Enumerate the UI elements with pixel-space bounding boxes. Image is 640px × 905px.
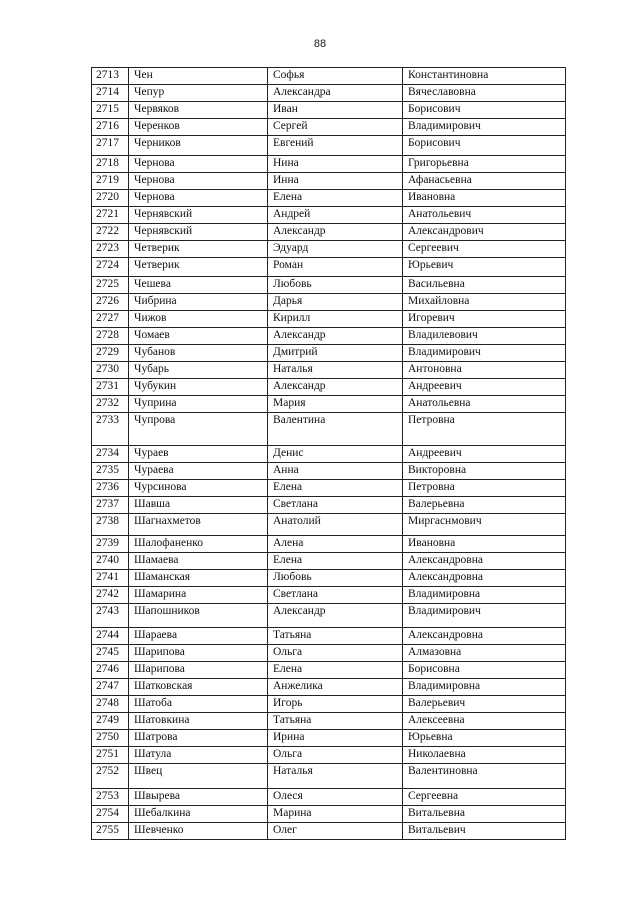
table-row bbox=[92, 173, 566, 190]
cell-number: 2755 bbox=[92, 823, 129, 840]
table-row bbox=[92, 645, 566, 662]
cell-patronymic: Алексеевна bbox=[403, 713, 566, 730]
table-row bbox=[92, 311, 566, 328]
cell-first-name: Эдуард bbox=[268, 241, 403, 258]
cell-patronymic: Александровна bbox=[403, 553, 566, 570]
roster-body bbox=[92, 68, 566, 840]
cell-first-name: Наталья bbox=[268, 362, 403, 379]
cell-last-name: Чернявский bbox=[129, 207, 268, 224]
cell-number: 2717 bbox=[92, 136, 129, 156]
cell-number: 2742 bbox=[92, 587, 129, 604]
table-row bbox=[92, 328, 566, 345]
cell-last-name: Чешева bbox=[129, 277, 268, 294]
cell-first-name: Александр bbox=[268, 224, 403, 241]
cell-patronymic: Владимирович bbox=[403, 119, 566, 136]
cell-last-name: Шебалкина bbox=[129, 806, 268, 823]
table-row bbox=[92, 294, 566, 311]
cell-last-name: Шамарина bbox=[129, 587, 268, 604]
cell-patronymic: Михайловна bbox=[403, 294, 566, 311]
cell-number: 2734 bbox=[92, 446, 129, 463]
page-number: 88 bbox=[313, 38, 327, 50]
cell-last-name: Шарипова bbox=[129, 645, 268, 662]
cell-patronymic: Алмазовна bbox=[403, 645, 566, 662]
table-row bbox=[92, 514, 566, 536]
cell-last-name: Чен bbox=[129, 68, 268, 85]
cell-first-name: Мария bbox=[268, 396, 403, 413]
cell-patronymic: Анатольевич bbox=[403, 207, 566, 224]
cell-patronymic: Сергеевна bbox=[403, 789, 566, 806]
cell-number: 2724 bbox=[92, 258, 129, 277]
table-row bbox=[92, 823, 566, 840]
cell-number: 2722 bbox=[92, 224, 129, 241]
cell-number: 2747 bbox=[92, 679, 129, 696]
cell-number: 2739 bbox=[92, 536, 129, 553]
table-row bbox=[92, 258, 566, 277]
table-row bbox=[92, 345, 566, 362]
cell-patronymic: Николаевна bbox=[403, 747, 566, 764]
table-row bbox=[92, 85, 566, 102]
cell-patronymic: Владимировна bbox=[403, 587, 566, 604]
cell-first-name: Татьяна bbox=[268, 713, 403, 730]
cell-first-name: Любовь bbox=[268, 277, 403, 294]
cell-first-name: Александра bbox=[268, 85, 403, 102]
cell-last-name: Чубукин bbox=[129, 379, 268, 396]
cell-number: 2725 bbox=[92, 277, 129, 294]
cell-patronymic: Миргаснмович bbox=[403, 514, 566, 536]
cell-patronymic: Константиновна bbox=[403, 68, 566, 85]
cell-last-name: Чернова bbox=[129, 173, 268, 190]
cell-first-name: Александр bbox=[268, 328, 403, 345]
cell-number: 2728 bbox=[92, 328, 129, 345]
cell-first-name: Денис bbox=[268, 446, 403, 463]
cell-patronymic: Антоновна bbox=[403, 362, 566, 379]
cell-patronymic: Викторовна bbox=[403, 463, 566, 480]
cell-patronymic: Сергеевич bbox=[403, 241, 566, 258]
table-row bbox=[92, 446, 566, 463]
cell-number: 2718 bbox=[92, 156, 129, 173]
cell-last-name: Чепур bbox=[129, 85, 268, 102]
cell-first-name: Дмитрий bbox=[268, 345, 403, 362]
cell-last-name: Чернова bbox=[129, 190, 268, 207]
cell-patronymic: Витальевна bbox=[403, 806, 566, 823]
cell-first-name: Александр bbox=[268, 604, 403, 628]
cell-last-name: Чубарь bbox=[129, 362, 268, 379]
cell-first-name: Алена bbox=[268, 536, 403, 553]
cell-first-name: Софья bbox=[268, 68, 403, 85]
cell-first-name: Анатолий bbox=[268, 514, 403, 536]
cell-patronymic: Владимировна bbox=[403, 679, 566, 696]
cell-number: 2741 bbox=[92, 570, 129, 587]
cell-last-name: Шатрова bbox=[129, 730, 268, 747]
cell-patronymic: Игоревич bbox=[403, 311, 566, 328]
cell-patronymic: Валерьевич bbox=[403, 696, 566, 713]
cell-last-name: Черников bbox=[129, 136, 268, 156]
cell-last-name: Шарипова bbox=[129, 662, 268, 679]
cell-last-name: Червяков bbox=[129, 102, 268, 119]
table-row bbox=[92, 136, 566, 156]
cell-patronymic: Ивановна bbox=[403, 536, 566, 553]
cell-number: 2748 bbox=[92, 696, 129, 713]
table-row bbox=[92, 713, 566, 730]
table-row bbox=[92, 747, 566, 764]
cell-first-name: Нина bbox=[268, 156, 403, 173]
cell-number: 2730 bbox=[92, 362, 129, 379]
cell-last-name: Чибрина bbox=[129, 294, 268, 311]
cell-first-name: Александр bbox=[268, 379, 403, 396]
cell-first-name: Анжелика bbox=[268, 679, 403, 696]
cell-number: 2753 bbox=[92, 789, 129, 806]
cell-number: 2713 bbox=[92, 68, 129, 85]
cell-patronymic: Вячеславовна bbox=[403, 85, 566, 102]
cell-first-name: Ольга bbox=[268, 747, 403, 764]
table-row bbox=[92, 463, 566, 480]
cell-patronymic: Юрьевна bbox=[403, 730, 566, 747]
cell-first-name: Игорь bbox=[268, 696, 403, 713]
table-row bbox=[92, 536, 566, 553]
cell-number: 2749 bbox=[92, 713, 129, 730]
table-row bbox=[92, 789, 566, 806]
cell-last-name: Шапошников bbox=[129, 604, 268, 628]
cell-number: 2716 bbox=[92, 119, 129, 136]
table-row bbox=[92, 224, 566, 241]
table-row bbox=[92, 362, 566, 379]
table-row bbox=[92, 119, 566, 136]
cell-first-name: Ирина bbox=[268, 730, 403, 747]
cell-number: 2743 bbox=[92, 604, 129, 628]
cell-patronymic: Григорьевна bbox=[403, 156, 566, 173]
cell-first-name: Ольга bbox=[268, 645, 403, 662]
cell-first-name: Светлана bbox=[268, 497, 403, 514]
table-row bbox=[92, 207, 566, 224]
table-row bbox=[92, 497, 566, 514]
roster-table bbox=[91, 67, 566, 840]
cell-patronymic: Борисович bbox=[403, 102, 566, 119]
cell-patronymic: Васильевна bbox=[403, 277, 566, 294]
cell-last-name: Шамаева bbox=[129, 553, 268, 570]
table-row bbox=[92, 480, 566, 497]
table-row bbox=[92, 696, 566, 713]
cell-last-name: Чуприна bbox=[129, 396, 268, 413]
table-row bbox=[92, 68, 566, 85]
cell-first-name: Анна bbox=[268, 463, 403, 480]
table-row bbox=[92, 730, 566, 747]
cell-last-name: Чомаев bbox=[129, 328, 268, 345]
table-row bbox=[92, 679, 566, 696]
cell-first-name: Елена bbox=[268, 662, 403, 679]
cell-patronymic: Петровна bbox=[403, 413, 566, 446]
cell-number: 2754 bbox=[92, 806, 129, 823]
cell-patronymic: Валерьевна bbox=[403, 497, 566, 514]
cell-number: 2744 bbox=[92, 628, 129, 645]
cell-patronymic: Борисовна bbox=[403, 662, 566, 679]
cell-last-name: Чернявский bbox=[129, 224, 268, 241]
cell-first-name: Олеся bbox=[268, 789, 403, 806]
cell-last-name: Шавша bbox=[129, 497, 268, 514]
cell-patronymic: Юрьевич bbox=[403, 258, 566, 277]
cell-first-name: Наталья bbox=[268, 764, 403, 789]
table-row bbox=[92, 570, 566, 587]
table-row bbox=[92, 379, 566, 396]
table-row bbox=[92, 662, 566, 679]
cell-last-name: Чубанов bbox=[129, 345, 268, 362]
cell-last-name: Шевченко bbox=[129, 823, 268, 840]
cell-last-name: Шалофаненко bbox=[129, 536, 268, 553]
table-row bbox=[92, 764, 566, 789]
cell-number: 2745 bbox=[92, 645, 129, 662]
cell-last-name: Четверик bbox=[129, 241, 268, 258]
cell-number: 2721 bbox=[92, 207, 129, 224]
cell-last-name: Шатовкина bbox=[129, 713, 268, 730]
cell-last-name: Шаманская bbox=[129, 570, 268, 587]
cell-last-name: Шараева bbox=[129, 628, 268, 645]
cell-patronymic: Витальевич bbox=[403, 823, 566, 840]
cell-number: 2736 bbox=[92, 480, 129, 497]
table-row bbox=[92, 156, 566, 173]
cell-last-name: Чижов bbox=[129, 311, 268, 328]
cell-number: 2732 bbox=[92, 396, 129, 413]
cell-number: 2737 bbox=[92, 497, 129, 514]
cell-number: 2720 bbox=[92, 190, 129, 207]
cell-last-name: Четверик bbox=[129, 258, 268, 277]
cell-patronymic: Афанасьевна bbox=[403, 173, 566, 190]
cell-last-name: Чураев bbox=[129, 446, 268, 463]
table-row bbox=[92, 413, 566, 446]
cell-patronymic: Андреевич bbox=[403, 446, 566, 463]
cell-patronymic: Александрович bbox=[403, 224, 566, 241]
table-row bbox=[92, 102, 566, 119]
cell-first-name: Сергей bbox=[268, 119, 403, 136]
table-row bbox=[92, 277, 566, 294]
table-row bbox=[92, 628, 566, 645]
table-row bbox=[92, 604, 566, 628]
cell-first-name: Инна bbox=[268, 173, 403, 190]
table-row bbox=[92, 190, 566, 207]
cell-number: 2731 bbox=[92, 379, 129, 396]
cell-patronymic: Борисович bbox=[403, 136, 566, 156]
cell-first-name: Дарья bbox=[268, 294, 403, 311]
cell-last-name: Шатула bbox=[129, 747, 268, 764]
cell-patronymic: Анатольевна bbox=[403, 396, 566, 413]
table-row bbox=[92, 587, 566, 604]
cell-first-name: Татьяна bbox=[268, 628, 403, 645]
cell-patronymic: Владилевович bbox=[403, 328, 566, 345]
cell-last-name: Шатоба bbox=[129, 696, 268, 713]
table-row bbox=[92, 806, 566, 823]
cell-patronymic: Владимирович bbox=[403, 604, 566, 628]
cell-first-name: Олег bbox=[268, 823, 403, 840]
cell-first-name: Иван bbox=[268, 102, 403, 119]
cell-number: 2751 bbox=[92, 747, 129, 764]
cell-last-name: Чурсинова bbox=[129, 480, 268, 497]
cell-patronymic: Андреевич bbox=[403, 379, 566, 396]
cell-last-name: Швырева bbox=[129, 789, 268, 806]
cell-first-name: Евгений bbox=[268, 136, 403, 156]
cell-first-name: Елена bbox=[268, 553, 403, 570]
cell-last-name: Шатковская bbox=[129, 679, 268, 696]
cell-first-name: Светлана bbox=[268, 587, 403, 604]
cell-last-name: Чупрова bbox=[129, 413, 268, 446]
cell-patronymic: Ивановна bbox=[403, 190, 566, 207]
cell-number: 2735 bbox=[92, 463, 129, 480]
cell-patronymic: Владимирович bbox=[403, 345, 566, 362]
cell-first-name: Любовь bbox=[268, 570, 403, 587]
cell-patronymic: Александровна bbox=[403, 628, 566, 645]
cell-number: 2752 bbox=[92, 764, 129, 789]
cell-last-name: Швец bbox=[129, 764, 268, 789]
cell-number: 2738 bbox=[92, 514, 129, 536]
cell-last-name: Шагнахметов bbox=[129, 514, 268, 536]
cell-last-name: Черенков bbox=[129, 119, 268, 136]
cell-first-name: Елена bbox=[268, 190, 403, 207]
cell-last-name: Чернова bbox=[129, 156, 268, 173]
cell-patronymic: Александровна bbox=[403, 570, 566, 587]
cell-first-name: Марина bbox=[268, 806, 403, 823]
cell-number: 2740 bbox=[92, 553, 129, 570]
cell-number: 2714 bbox=[92, 85, 129, 102]
cell-first-name: Роман bbox=[268, 258, 403, 277]
cell-number: 2727 bbox=[92, 311, 129, 328]
table-row bbox=[92, 553, 566, 570]
cell-first-name: Елена bbox=[268, 480, 403, 497]
cell-first-name: Кирилл bbox=[268, 311, 403, 328]
cell-number: 2723 bbox=[92, 241, 129, 258]
cell-number: 2733 bbox=[92, 413, 129, 446]
table-row bbox=[92, 241, 566, 258]
cell-number: 2726 bbox=[92, 294, 129, 311]
cell-patronymic: Петровна bbox=[403, 480, 566, 497]
cell-number: 2746 bbox=[92, 662, 129, 679]
cell-number: 2719 bbox=[92, 173, 129, 190]
cell-first-name: Валентина bbox=[268, 413, 403, 446]
cell-last-name: Чураева bbox=[129, 463, 268, 480]
cell-number: 2715 bbox=[92, 102, 129, 119]
table-row bbox=[92, 396, 566, 413]
cell-patronymic: Валентиновна bbox=[403, 764, 566, 789]
cell-number: 2729 bbox=[92, 345, 129, 362]
cell-number: 2750 bbox=[92, 730, 129, 747]
cell-first-name: Андрей bbox=[268, 207, 403, 224]
